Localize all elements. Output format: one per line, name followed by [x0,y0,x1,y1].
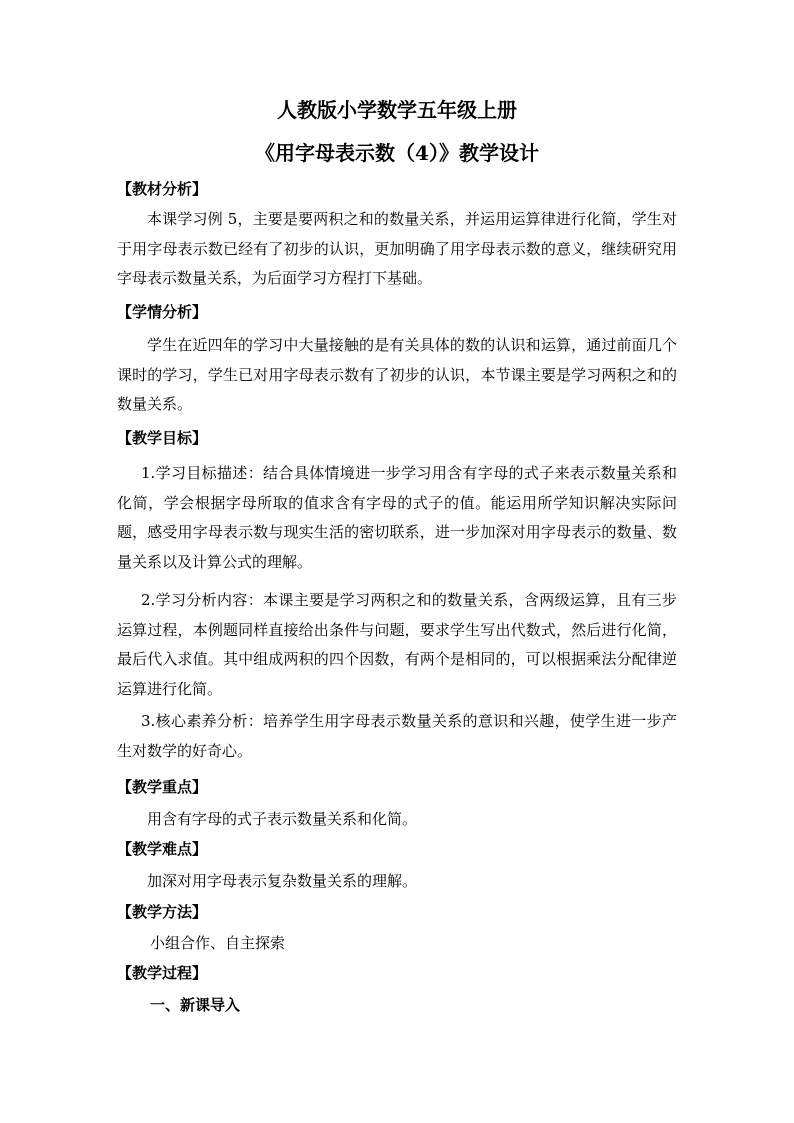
section-heading-material-analysis: 【教材分析】 [117,180,208,198]
objective-item-2: 2.学习分析内容：本课主要是学习两积之和的数量关系，含两级运算，且有三步运算过程，本例题同样直接给出条件与问题，要求学生写出代数式，然后进行化简，最后代入求值。其中组成两积的四个因数，有两个是相同的，可以根据乘法分配律逆运算进行化简。 [117,591,677,698]
key-points-text: 用含有字母的式子表示数量关系和化简。 [147,810,418,828]
section-heading-student-analysis: 【学情分析】 [117,303,208,321]
difficulties-text: 加深对用字母表示复杂数量关系的理解。 [147,872,418,890]
section-heading-difficulties: 【教学难点】 [117,840,208,858]
section-heading-process: 【教学过程】 [117,964,208,982]
methods-text: 小组合作、自主探索 [150,934,286,952]
document-title-line-2: 《用字母表示数（4）》教学设计 [255,141,539,165]
section-heading-methods: 【教学方法】 [117,903,208,921]
student-analysis-paragraph: 学生在近四年的学习中大量接触的是有关具体的数的认识和运算，通过前面几个课时的学习，学生已对用字母表示数有了初步的认识，本节课主要是学习两积之和的数量关系。 [117,336,677,413]
material-analysis-paragraph: 本课学习例 5，主要是要两积之和的数量关系，并运用运算律进行化简，学生对于用字母表示数已经有了初步的认识，更加明确了用字母表示数的意义，继续研究用字母表示数量关系，为后面学习方程打下基础。 [117,210,677,287]
section-heading-key-points: 【教学重点】 [117,778,208,796]
objective-item-3: 3.核心素养分析：培养学生用字母表示数量关系的意识和兴趣，使学生进一步产生对数学的好奇心。 [117,712,677,760]
document-title-line-1: 人教版小学数学五年级上册 [277,98,517,122]
objective-item-1: 1.学习目标描述：结合具体情境进一步学习用含有字母的式子来表示数量关系和化简，学会根据字母所取的值求含有字母的式子的值。能运用所学知识解决实际问题，感受用字母表示数与现实生活的密切联系，进一步加深对用字母表示的数量、数量关系以及计算公式的理解。 [117,464,677,571]
process-step-1-heading: 一、新课导入 [150,996,241,1014]
section-heading-objectives: 【教学目标】 [117,429,208,447]
